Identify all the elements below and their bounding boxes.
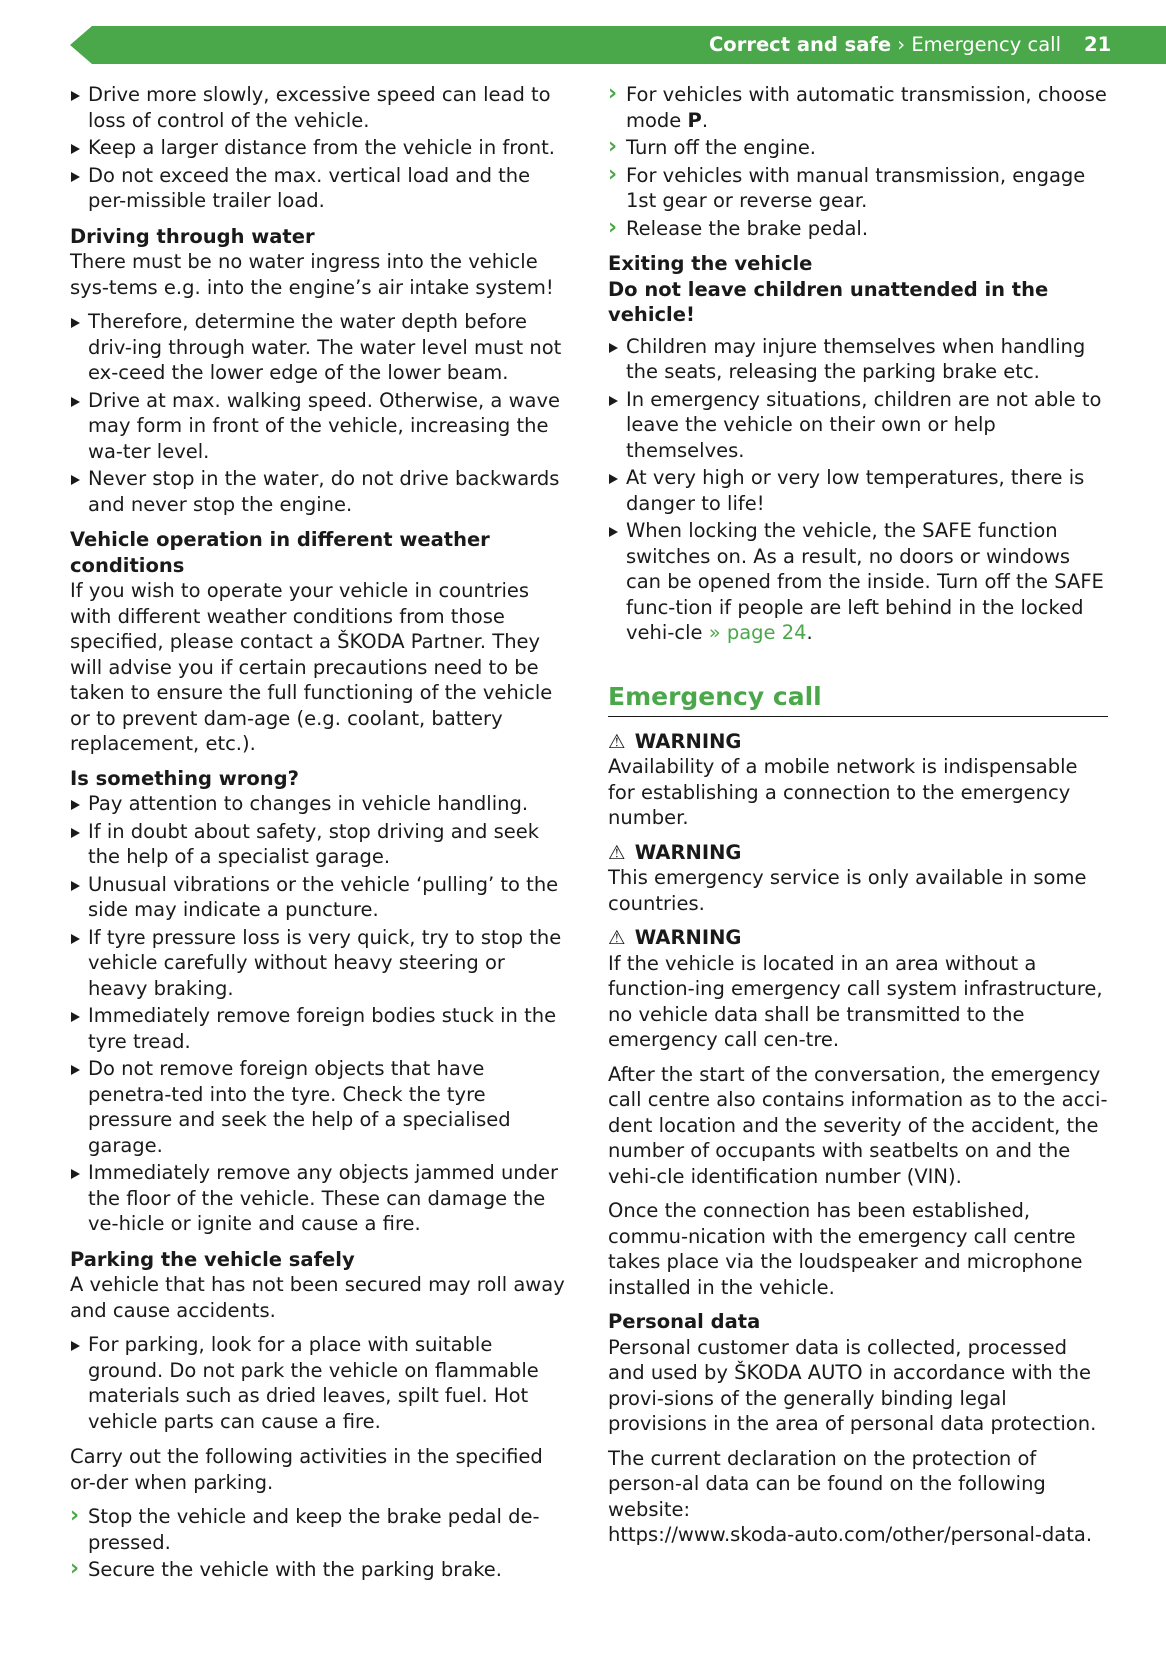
step-item: › Turn off the engine. xyxy=(608,135,1108,161)
list-item: Do not remove foreign objects that have penetra-ted into the tyre. Check the tyre pressure and seek the help of a specialised garage. xyxy=(70,1056,570,1158)
warning-heading xyxy=(608,840,1108,866)
warning-triangle-icon: ⚠ xyxy=(608,729,626,753)
step-item: › Stop the vehicle and keep the brake pedal de-pressed. xyxy=(70,1504,570,1555)
list-item: Immediately remove foreign bodies stuck in the tyre tread. xyxy=(70,1003,570,1054)
subheading-children: Do not leave children unattended in the vehicle! xyxy=(608,277,1049,326)
heading-exiting-vehicle: Exiting the vehicle xyxy=(608,252,813,275)
list-item: At very high or very low temperatures, there is danger to life! xyxy=(608,465,1108,516)
paragraph: If you wish to operate your vehicle in countries with different weather conditions from those specified, please contact a ŠKODA Partner. They will advise you if certain precautions need to be taken to ensure the full functioning of the vehicle or to prevent dam-age (e.g. coolant, battery replacement, etc.). xyxy=(70,579,553,755)
list-item: Immediately remove any objects jammed under the floor of the vehicle. These can damage the ve-hicle or ignite and cause a fire. xyxy=(70,1160,570,1237)
list-item: Do not exceed the max. vertical load and the per-missible trailer load. xyxy=(70,163,570,214)
step-item: › Release the brake pedal. xyxy=(608,216,1108,242)
list-item: Unusual vibrations or the vehicle ‘pulling’ to the side may indicate a puncture. xyxy=(70,872,570,923)
warning-triangle-icon: ⚠ xyxy=(608,840,626,864)
warning-text: This emergency service is only available in some countries. xyxy=(608,866,1087,915)
step-item: › Secure the vehicle with the parking brake. xyxy=(70,1557,570,1583)
warning-heading xyxy=(608,925,1108,951)
gear-mode-p: P xyxy=(687,108,702,132)
right-column xyxy=(608,82,1108,1548)
safe-end: . xyxy=(806,621,813,644)
step-item: › For vehicles with manual transmission, engage 1st gear or reverse gear. xyxy=(608,163,1108,214)
list-item: Pay attention to changes in vehicle handling. xyxy=(70,791,570,817)
list-item: For parking, look for a place with suitable ground. Do not park the vehicle on flammable materials such as dried leaves, spilt fuel. Hot vehicle parts can cause a fire. xyxy=(70,1332,570,1434)
safe-text: When locking the vehicle, the SAFE function switches on. As a result, no doors or windows can be opened from the inside. Turn off the SAFE func-tion if people are left behind in the locked vehi-cle xyxy=(626,519,1104,644)
breadcrumb-separator: › xyxy=(891,33,912,56)
heading-personal-data: Personal data xyxy=(608,1310,761,1333)
list-item: Drive more slowly, excessive speed can lead to loss of control of the vehicle. xyxy=(70,82,570,133)
heading-driving-through-water: Driving through water xyxy=(70,224,315,248)
heading-parking-safely: Parking the vehicle safely xyxy=(70,1247,355,1271)
paragraph: There must be no water ingress into the vehicle sys-tems e.g. into the engine’s air intake system! xyxy=(70,250,554,299)
breadcrumb-section: Correct and safe xyxy=(709,33,892,56)
list-item: Drive at max. walking speed. Otherwise, a wave may form in front of the vehicle, increasing the wa-ter level. xyxy=(70,388,570,465)
list-item: Children may injure themselves when handling the seats, releasing the parking brake etc. xyxy=(608,334,1108,385)
list-item xyxy=(608,518,1108,646)
breadcrumb-subsection: Emergency call xyxy=(911,33,1061,56)
heading-something-wrong: Is something wrong? xyxy=(70,766,299,790)
list-item: Keep a larger distance from the vehicle in front. xyxy=(70,135,570,161)
warning-label: WARNING xyxy=(634,840,742,864)
paragraph: A vehicle that has not been secured may roll away and cause accidents. xyxy=(70,1273,565,1322)
page-number: 21 xyxy=(1084,33,1112,56)
heading-weather-conditions: Vehicle operation in different weather conditions xyxy=(70,528,490,577)
warning-text: If the vehicle is located in an area without a function-ing emergency call system infrastructure, no vehicle data shall be transmitted to the emergency call cen-tre. xyxy=(608,951,1103,1051)
list-item: Therefore, determine the water depth before driv-ing through water. The water level must not ex-ceed the lower edge of the lower beam. xyxy=(70,309,570,386)
page-link[interactable]: » page 24 xyxy=(708,621,807,644)
list-item: If in doubt about safety, stop driving and seek the help of a specialist garage. xyxy=(70,819,570,870)
paragraph: After the start of the conversation, the emergency call centre also contains information as to the acci-dent location and the severity of the accident, the number of occupants with seatbelts on and the vehi-cle identification number (VIN). xyxy=(608,1062,1108,1188)
step-item xyxy=(608,82,1108,133)
list-item: In emergency situations, children are not able to leave the vehicle on their own or help themselves. xyxy=(608,387,1108,464)
warning-text: Availability of a mobile network is indispensable for establishing a connection to the emergency number. xyxy=(608,755,1078,829)
step-text: For vehicles with automatic transmission, choose mode xyxy=(626,83,1107,132)
website-url[interactable]: https://www.skoda-auto.com/other/personal-data. xyxy=(608,1523,1093,1546)
left-column xyxy=(70,82,570,1585)
list-item: If tyre pressure loss is very quick, try to stop the vehicle carefully without heavy steering or heavy braking. xyxy=(70,925,570,1002)
section-title-emergency-call: Emergency call xyxy=(608,682,1108,717)
warning-label: WARNING xyxy=(634,729,742,753)
paragraph: Once the connection has been established, commu-nication with the emergency call centre takes place via the loudspeaker and microphone installed in the vehicle. xyxy=(608,1199,1083,1299)
paragraph: Personal customer data is collected, processed and used by ŠKODA AUTO in accordance with the provi-sions of the generally binding legal provisions in the area of personal data protection. xyxy=(608,1335,1097,1435)
warning-triangle-icon: ⚠ xyxy=(608,926,626,949)
step-end: . xyxy=(701,108,709,132)
warning-heading xyxy=(608,729,1108,755)
warning-label: WARNING xyxy=(634,926,742,949)
paragraph: The current declaration on the protection of person-al data can be found on the following website: xyxy=(608,1446,1046,1521)
paragraph: Carry out the following activities in the specified or-der when parking. xyxy=(70,1445,543,1494)
list-item: Never stop in the water, do not drive backwards and never stop the engine. xyxy=(70,466,570,517)
breadcrumb xyxy=(709,33,1061,56)
